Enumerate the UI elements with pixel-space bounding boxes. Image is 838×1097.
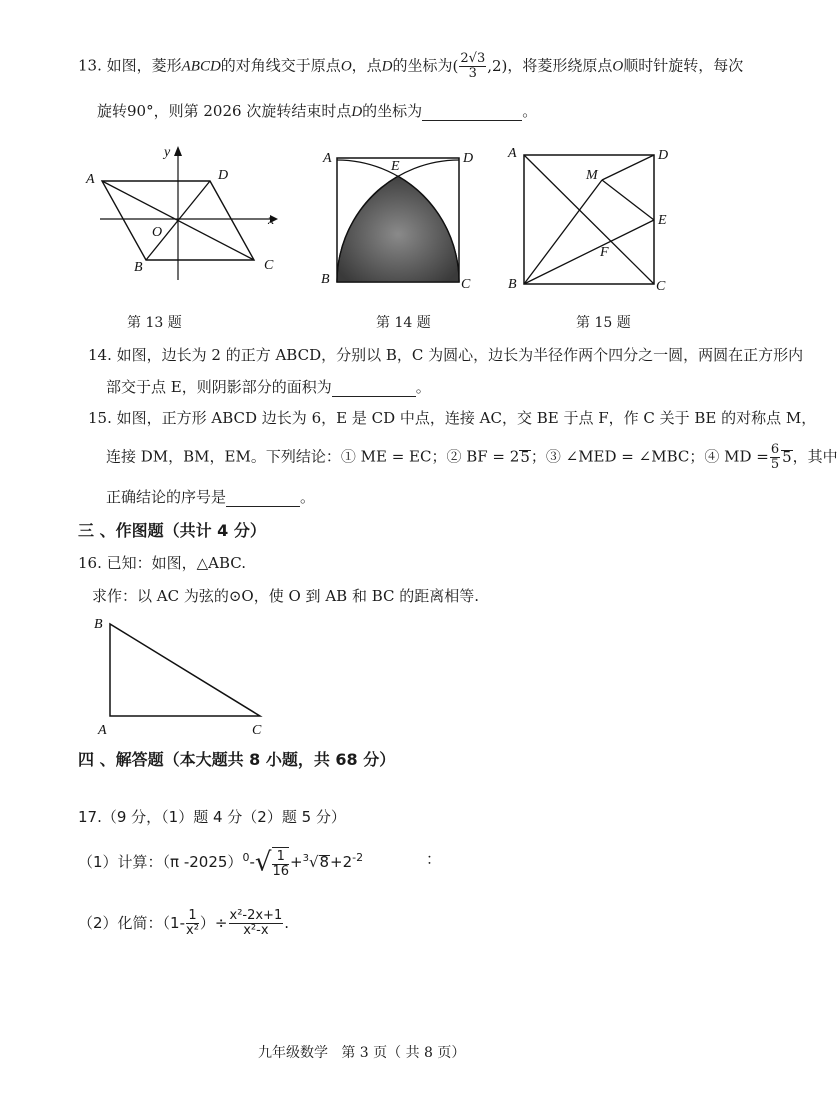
fig13-label-o: O	[152, 225, 163, 240]
fig13-y-arrow	[174, 146, 182, 156]
q17-p2-label: （2）化简：	[78, 914, 163, 932]
q14-answer-blank	[332, 378, 416, 397]
q17-p2-open: （1-	[162, 914, 186, 932]
fig15-line-be	[524, 220, 654, 284]
q17-p1-exp0: 0	[242, 851, 250, 864]
q17-p1-end: ：	[426, 850, 442, 868]
caption-15: 第 15 题	[576, 315, 631, 331]
caption-14: 第 14 题	[376, 315, 431, 331]
coord-num: 2√3	[460, 51, 486, 66]
q16-line2: 求作：以 AC 为弦的⊙O，使 O 到 AB 和 BC 的距离相等.	[92, 587, 480, 605]
q17-p1-radicand: 8	[319, 853, 330, 871]
caption-13: 第 13 题	[127, 315, 182, 331]
q13-o: O	[340, 58, 352, 75]
fig15-label-f: F	[600, 245, 609, 260]
q15-frac-num: 6	[770, 442, 780, 457]
q13-text: 顺时针旋转，每次	[623, 56, 744, 75]
q17-part2	[78, 898, 289, 948]
coord-fraction	[459, 52, 486, 81]
figure-13	[80, 140, 290, 290]
q14-end: 。	[415, 378, 431, 396]
q13-coord: ( $\frac{2√3}{3}$ ,2)	[452, 51, 508, 81]
fig13-label-a: A	[86, 172, 95, 187]
q14-text: 部交于点 E，则阴影部分的面积为	[106, 378, 332, 396]
q17-p1-label: （1）计算：	[78, 853, 163, 871]
fig14-label-c: C	[461, 277, 471, 292]
q13-line2	[97, 100, 537, 121]
fig14-label-b: B	[321, 272, 330, 287]
q17-p1-sqrt: √ $\frac{1}{16}$	[254, 847, 289, 879]
fig16-label-b: B	[94, 617, 103, 632]
q13-abcd: ABCD	[181, 58, 221, 75]
q15-line2	[106, 443, 838, 472]
fig13-label-d: D	[218, 168, 229, 183]
q14-line2	[106, 376, 431, 397]
q13-deg: 90°	[127, 102, 154, 120]
q17-p1-base: （π -2025）	[162, 853, 243, 871]
q16-line1: 16. 已知：如图，△ABC.	[78, 554, 247, 572]
q17-p2-end: .	[284, 914, 290, 932]
q15-end: 。	[300, 488, 316, 506]
q13-d: D	[381, 58, 393, 75]
fig15-label-e: E	[658, 213, 667, 228]
q15-text: 正确结论的序号是	[106, 488, 227, 506]
q13-d2: D	[351, 104, 363, 120]
q13-text: ，则第 2026 次旋转结束时点	[153, 102, 352, 120]
q13-text: 13. 如图，菱形	[78, 56, 182, 75]
fig14-label-e: E	[391, 159, 400, 174]
fig15-label-c: C	[656, 279, 666, 294]
fig16-label-c: C	[252, 723, 262, 738]
q17-part1: （1）计算：（π -2025）$^0$-√ $\frac{1}{16}$ $+^3√8+2^{-2}$	[78, 838, 363, 878]
q17-p1-root-index: 3	[302, 853, 309, 864]
fig15-label-a: A	[508, 146, 517, 161]
q15-sqrt5b: 5	[782, 447, 792, 466]
q15-text: ；③ ∠MED = ∠MBC；④ MD =	[530, 447, 769, 466]
q17-p2-f1-den: x²	[186, 923, 199, 938]
q15-sqrt5: 5	[520, 447, 530, 466]
section-4-heading: 四 、解答题（本大题共 8 小题，共 68 分）	[78, 750, 396, 769]
q13-text: 旋转	[97, 102, 128, 120]
figure-15	[500, 140, 680, 300]
q17-p1-frac-den: 16	[272, 863, 289, 879]
q13-answer-blank	[422, 102, 522, 121]
q13-text: 的坐标为	[392, 56, 453, 75]
q17-p1-plus2: +2	[330, 853, 353, 871]
coord-rest: ,2)	[487, 56, 508, 75]
q15-frac-den: 5	[770, 457, 780, 472]
fig14-shaded-region	[337, 176, 459, 282]
fig14-label-d: D	[463, 151, 474, 166]
fig13-label-b: B	[134, 260, 143, 275]
q13-end: 。	[522, 102, 538, 120]
q15-text: ，其中	[792, 447, 838, 466]
figure-16	[88, 612, 278, 742]
q13-text: 的坐标为	[362, 102, 423, 120]
q15-line1: 15. 如图，正方形 ABCD 边长为 6，E 是 CD 中点，连接 AC，交 BE 于点 F，作 C 关于 BE 的对称点 M，	[88, 409, 817, 427]
fig14-label-a: A	[323, 151, 332, 166]
fig15-line-me	[602, 180, 654, 220]
q17-p2-f1-num: 1	[186, 909, 199, 924]
q17-p1-exp: -2	[352, 851, 364, 864]
page-footer: 九年级数学 第 3 页（ 共 8 页）	[258, 1045, 466, 1061]
fig15-label-d: D	[658, 148, 669, 163]
fig15-line-md	[602, 155, 654, 180]
fig13-label-c: C	[264, 258, 274, 273]
q15-answer-blank	[226, 488, 300, 507]
q17-p1-minus: -	[249, 853, 255, 871]
fig15-line-bm	[524, 180, 602, 284]
q13-text: ，点	[351, 56, 382, 75]
coord-den: 3	[468, 66, 477, 81]
q17-header: 17.（9 分，（1）题 4 分（2）题 5 分）	[78, 808, 346, 826]
fig15-label-b: B	[508, 277, 517, 292]
q13-o2: O	[612, 58, 624, 75]
q13-text: ，将菱形绕原点	[507, 56, 613, 75]
q13-text: 的对角线交于原点	[220, 56, 341, 75]
figure-14	[315, 140, 475, 300]
q17-p2-f2-den: x²-x	[243, 923, 269, 938]
q14-line1: 14. 如图，边长为 2 的正方 ABCD，分别以 B，C 为圆心，边长为半径作两个四分之一圆，两圆在正方形内	[88, 346, 804, 364]
q17-p2-close: ）÷	[199, 914, 228, 932]
fig13-label-x: x	[268, 213, 275, 228]
fig16-triangle	[110, 624, 260, 716]
q17-p1-frac-num: 1	[272, 850, 289, 865]
q15-fraction	[770, 443, 780, 472]
q13-line1	[78, 52, 743, 81]
section-3-heading: 三 、作图题（共计 4 分）	[78, 521, 266, 540]
fig16-label-a: A	[98, 723, 107, 738]
q15-text: 连接 DM，BM，EM。下列结论：① ME = EC；② BF = 2	[106, 447, 520, 466]
q15-line3	[106, 486, 315, 507]
q17-p1-plus: +	[289, 853, 303, 871]
q17-p2-frac2	[229, 909, 284, 938]
q17-p2-frac1	[186, 909, 199, 938]
q17-p2-f2-num: x²-2x+1	[229, 908, 283, 923]
fig13-label-y: y	[164, 145, 171, 160]
fig15-label-m: M	[586, 168, 598, 183]
